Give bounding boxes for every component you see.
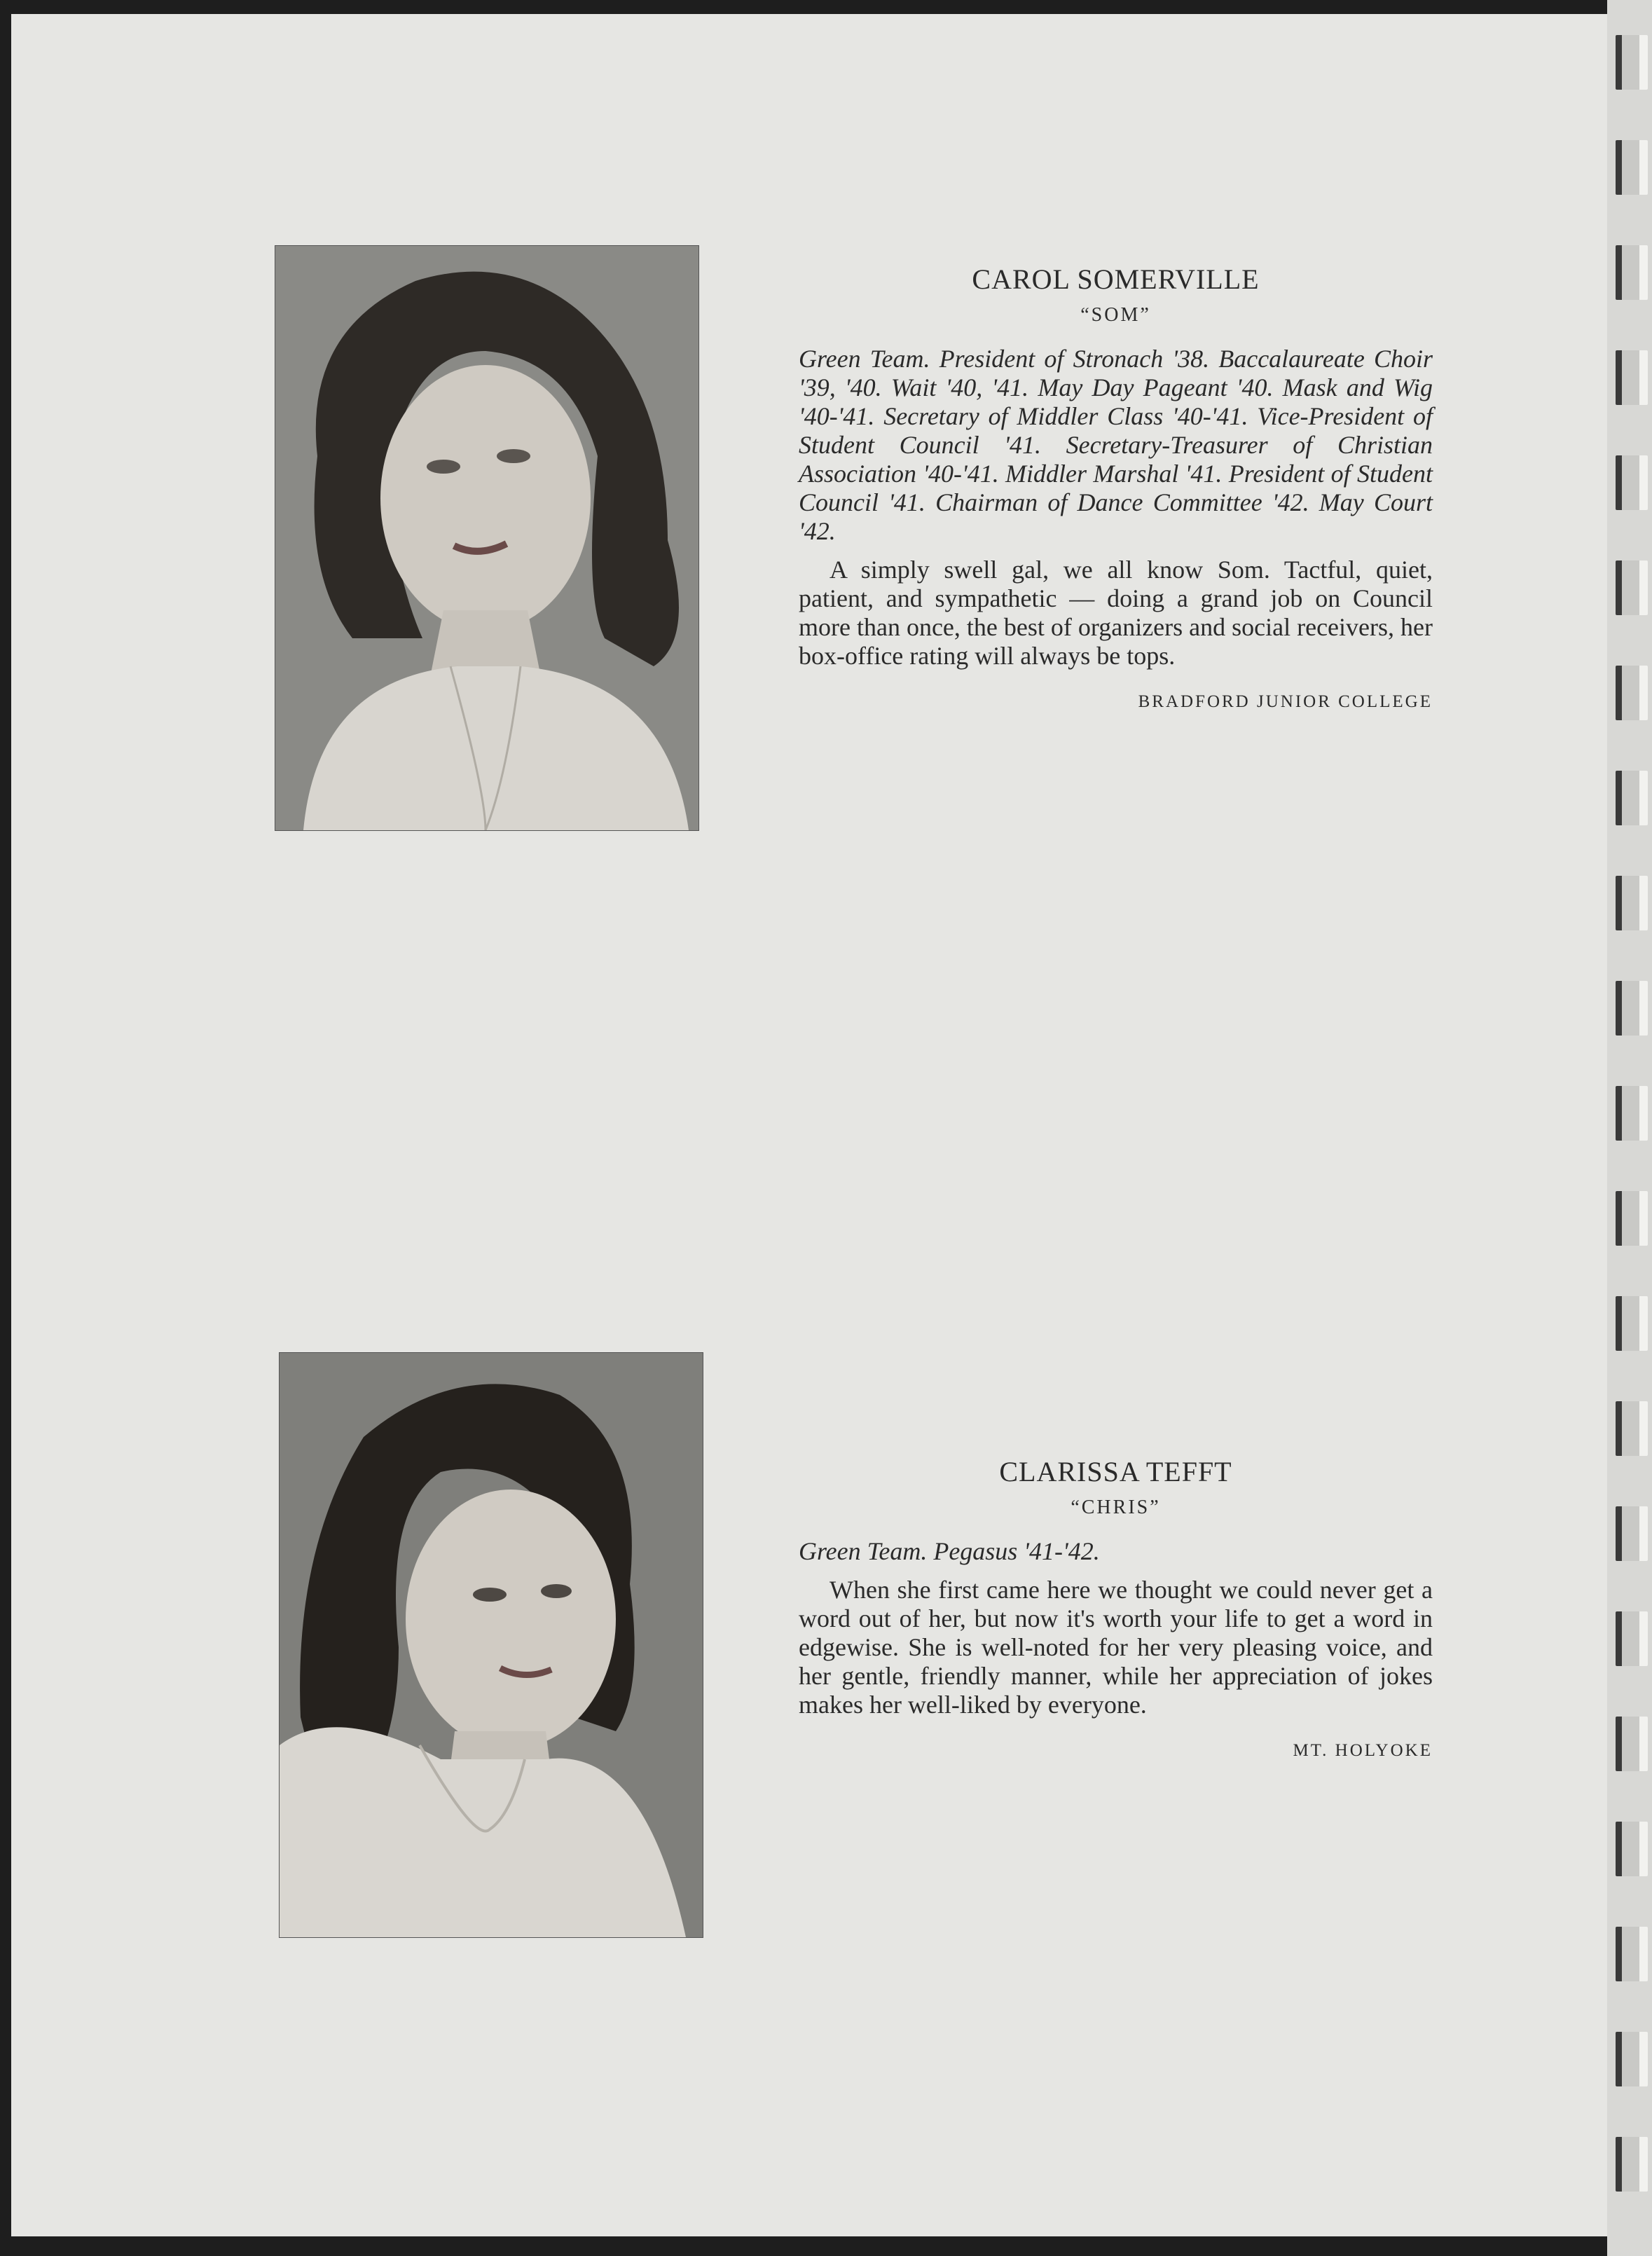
binding-ring (1616, 1822, 1648, 1876)
binding-ring (1616, 1717, 1648, 1771)
binding-ring (1616, 1927, 1648, 1981)
binding-ring (1616, 1086, 1648, 1141)
binding-ring (1616, 1296, 1648, 1351)
student-activities: Green Team. President of Stronach '38. Baccalaureate Choir '39, '40. Wait '40, '41. May Day Pageant '40. Mask and Wig '40-'41. Secretary of Middler Class '40-'41. Vice-President of Student Council '41. Secretary-Treasurer of Christian Association '40-'41. Middler Marshal '41. President of Student Council '41. Chairman of Dance Committee '42. May Court '42. (799, 345, 1433, 545)
student-college: BRADFORD JUNIOR COLLEGE (1138, 692, 1433, 711)
binding-ring (1616, 140, 1648, 195)
binding-ring (1616, 35, 1648, 90)
binding-ring (1616, 560, 1648, 615)
binding-ring (1616, 1506, 1648, 1561)
yearbook-page (11, 14, 1623, 2236)
student-activities: Green Team. Pegasus '41-'42. (799, 1537, 1100, 1565)
binding-ring (1616, 981, 1648, 1036)
binding-ring (1616, 2137, 1648, 2192)
binding-ring (1616, 666, 1648, 720)
binding-ring (1616, 350, 1648, 405)
student-bio: A simply swell gal, we all know Som. Tactful, quiet, patient, and sympathetic — doing a grand job on Council more than once, the best of organizers and social receivers, her box-office rating will always be tops. (799, 556, 1433, 670)
entry-carol-somerville (799, 265, 1433, 716)
student-name: CLARISSA TEFFT (999, 1456, 1232, 1487)
binding-ring (1616, 245, 1648, 300)
binding-ring (1616, 1611, 1648, 1666)
binding-ring (1616, 1401, 1648, 1456)
student-nickname: “CHRIS” (1071, 1497, 1161, 1518)
student-nickname: “SOM” (1080, 304, 1151, 326)
binding-ring (1616, 876, 1648, 930)
binding-ring (1616, 455, 1648, 510)
student-bio: When she first came here we thought we could never get a word out of her, but now it's worth your life to get a word in edgewise. She is well-noted for her very pleasing voice, and her gentle, friendly manner, while her appreciation of jokes makes her well-liked by everyone. (799, 1576, 1433, 1719)
binding-ring (1616, 1191, 1648, 1246)
portrait-photo-carol-somerville (275, 245, 699, 831)
binding-ring (1616, 2032, 1648, 2086)
student-name: CAROL SOMERVILLE (972, 263, 1260, 295)
portrait-photo-clarissa-tefft (279, 1352, 703, 1938)
spiral-binding (1607, 0, 1652, 2256)
entry-clarissa-tefft (799, 1457, 1433, 1765)
binding-ring (1616, 771, 1648, 825)
student-college: MT. HOLYOKE (1293, 1741, 1433, 1760)
